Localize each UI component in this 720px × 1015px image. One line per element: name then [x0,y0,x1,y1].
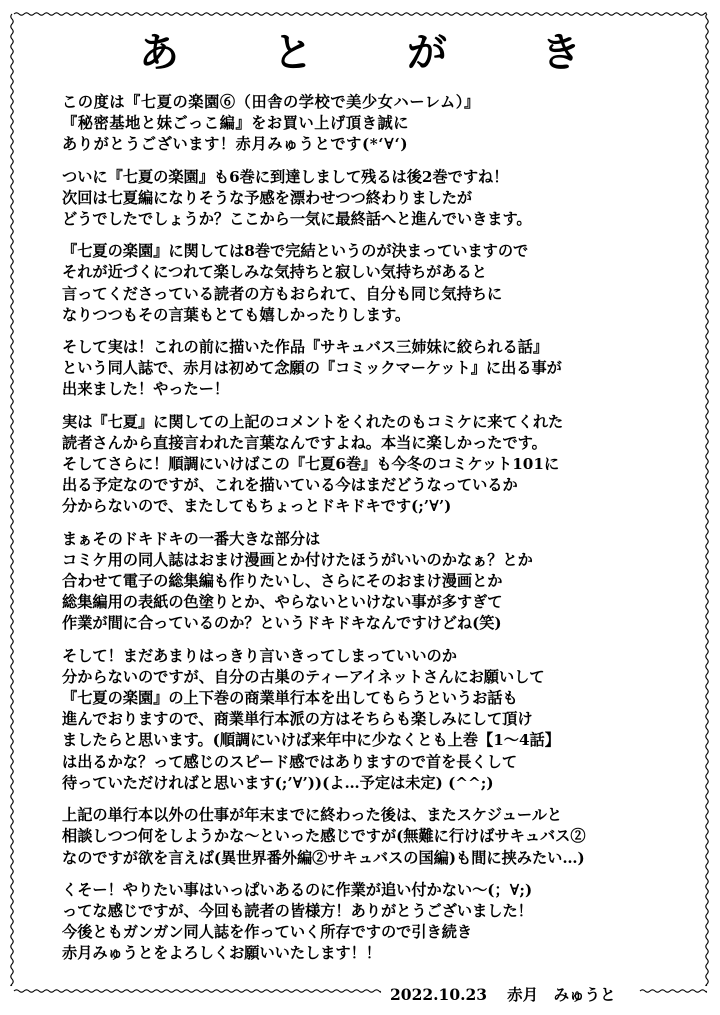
text-line: 実は『七夏』に関しての上記のコメントをくれたのもコミケに来てくれた [62,412,564,431]
border-bottom-right [640,990,707,992]
text-line: ついに『七夏の楽園』も6巻に到達しまして残るは後2巻ですね！ [62,167,509,186]
border-right [706,14,708,986]
text-line: 作業が間に合っているのか？というドキドキなんですけどね(笑) [62,614,502,633]
paragraph [62,880,682,965]
text-line: 『秘密基地と妹ごっこ編』をお買い上げ頂き誠に [62,114,410,133]
border-left [11,14,13,986]
text-line: 合わせて電子の総集編も作りたいし、さらにそのおまけ漫画とか [62,572,503,591]
signature-date: 2022.10.23 [390,985,488,1004]
paragraph [62,412,682,518]
text-line: そして！まだあまりはっきり言いきってしまっていいのか [62,646,457,665]
border-top [14,13,706,15]
text-line: この度は『七夏の楽園⑥（田舎の学校で美少女ハーレム）』 [62,93,480,111]
text-line: は出るかな？って感じのスピード感ではありますので首を長くして [62,752,518,771]
text-line: 上記の単行本以外の仕事が年末までに終わった後は、またスケジュールと [62,806,563,825]
text-line: 出る予定なのですが、これを描いている今はまだどうなっているか [62,476,518,495]
text-line: 今後ともガンガン同人誌を作っていく所存ですので引き続き [62,923,473,942]
text-line: 待っていただければと思います(;’∀’))(よ…予定は未定) (^^;) [62,773,494,792]
text-line: ましたらと思います。(順調にいけば来年中に少なくとも上巻【1～4話】 [62,731,560,750]
signature-author: 赤月 みゅうと [507,985,616,1004]
text-line: そして実は！これの前に描いた作品『サキュバス三姉妹に絞られる話』 [62,338,548,357]
text-line: どうでしたでしょうか？ここから一気に最終話へと進んでいきます。 [62,210,532,229]
page-title [0,28,720,78]
text-line: という同人誌で、赤月は初めて念願の『コミックマーケット』に出る事が [62,359,562,378]
text-line: 分からないので、またしてもちょっとドキドキです(;’∀’) [62,497,452,516]
text-line: まぁそのドキドキの一番大きな部分は [62,529,321,548]
afterword-body [62,92,682,976]
text-line: 赤月みゅうとをよろしくお願いいたします！！ [62,944,381,963]
paragraph [62,805,682,869]
text-line: 相談しつつ何をしようかな～といった感じですが(無難に行けばサキュバス② [62,827,586,846]
text-line: 言ってくださっている読者の方もおられて、自分も同じ気持ちに [62,284,503,303]
signature [390,983,616,1005]
text-line: 次回は七夏編になりそうな予感を漂わせつつ終わりましたが [62,188,473,207]
paragraph [62,529,682,635]
paragraph [62,241,682,326]
border-bottom-left [14,990,381,992]
title-char: あ [139,29,179,76]
text-line: 出来ました！やったー！ [62,380,230,399]
paragraph [62,646,682,794]
text-line: そしてさらに！順調にいけばこの『七夏6巻』も今冬のコミケット101に [62,455,560,474]
paragraph [62,92,682,156]
title-char: き [541,29,581,76]
paragraph [62,167,682,231]
text-line: 分からないのですが、自分の古巣のティーアイネットさんにお願いして [62,667,545,686]
text-line: くそー！やりたい事はいっぱいあるのに作業が追い付かない～(；∀;) [62,880,533,899]
text-line: ってな感じですが、今回も読者の皆様方！ありがとうございました！ [62,901,533,920]
text-line: それが近づくにつれて楽しみな気持ちと寂しい気持ちがあると [62,263,487,282]
text-line: なりつつもその言葉もとても嬉しかったりします。 [62,305,411,324]
text-line: 読者さんから直接言われた言葉なんですよね。本当に楽しかったです。 [62,433,547,452]
text-line: ありがとうございます！赤月みゅうとです(*‘∀‘) [62,135,409,154]
paragraph [62,337,682,401]
text-line: コミケ用の同人誌はおまけ漫画とか付けたほうがいいのかなぁ？とか [62,550,533,569]
text-line: 総集編用の表紙の色塗りとか、やらないといけない事が多すぎて [62,593,503,612]
title-char: と [273,29,313,76]
text-line: 『七夏の楽園』の上下巻の商業単行本を出してもらうというお話も [62,689,518,708]
text-line: 進んでおりますので、商業単行本派の方はそちらも楽しみにして頂け [62,710,533,729]
title-char: が [407,29,447,76]
text-line: なのですが欲を言えば(異世界番外編②サキュバスの国編)も間に挟みたい…) [62,848,585,867]
text-line: 『七夏の楽園』に関しては8巻で完結というのが決まっていますので [62,242,529,261]
